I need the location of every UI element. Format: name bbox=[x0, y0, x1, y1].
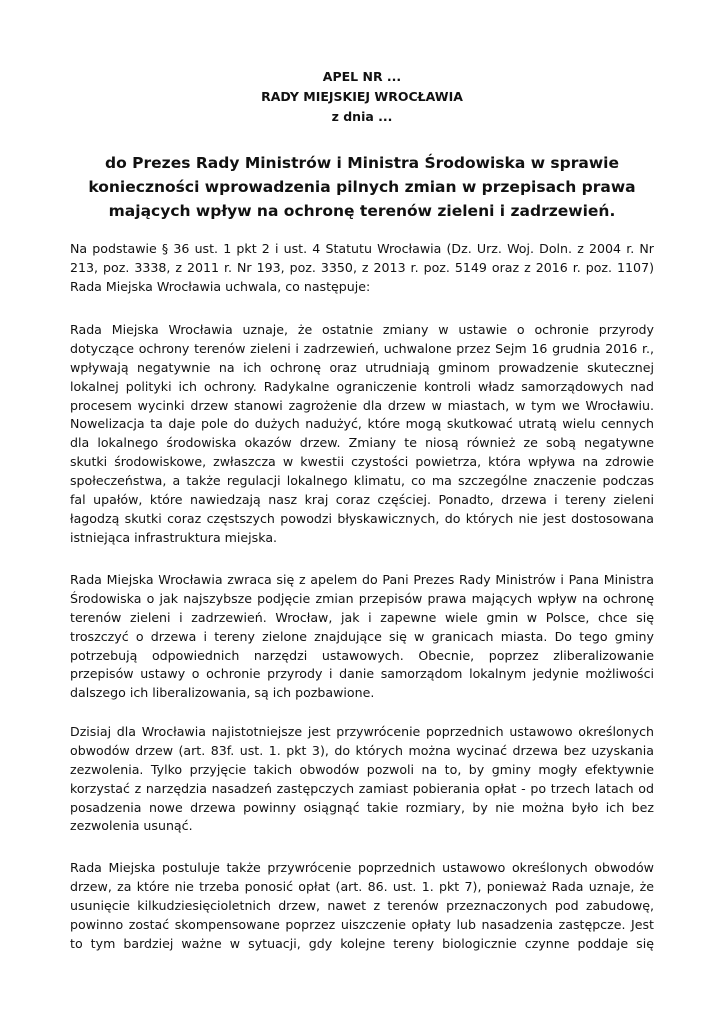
text-line: Dzisiaj dla Wrocławia najistotniejsze jest przywrócenie poprzednich ustawowo określonych bbox=[70, 724, 654, 739]
text-line: usunięcie kilkudziesięcioletnich drzew, nawet z terenów przeznaczonych pod zabudowę, bbox=[70, 897, 654, 913]
text-line: Środowiska o jak najszybsze podjęcie zmian przepisów prawa mających wpływ na ochronę bbox=[70, 590, 654, 606]
paragraph-appeal bbox=[70, 571, 654, 703]
appeal-number: APEL NR ... bbox=[322, 69, 402, 84]
text-line: posadzenia nowe drzewa powinny osiągnąć takie rozmiary, by nie można było ich bez bbox=[70, 799, 654, 815]
paragraph-fees bbox=[70, 859, 654, 953]
text-line: powinno zostać skompensowane poprzez uiszczenie opłaty lub nasadzenia zastępcze. Jest bbox=[70, 916, 654, 932]
text-line: skutki środowiskowe, zwłaszcza w kwestii czystości powietrza, która wpływa na zdrowie bbox=[70, 454, 654, 470]
paragraph-recent-changes bbox=[70, 321, 654, 548]
paragraph-tree-circumference bbox=[70, 723, 654, 836]
text-line: przepisów ustawy o ochronie przyrody i danie samorządom lokalnym jedynie możliwości bbox=[70, 666, 654, 682]
text-line: łagodzą skutki coraz częstszych powodzi błyskawicznych, do których nie jest dostosowana bbox=[70, 510, 654, 526]
text-line: to tym bardziej ważne w sytuacji, gdy kolejne tereny biologicznie czynne poddaje się bbox=[70, 935, 654, 951]
text-line: wpływają negatywnie na ich ochronę oraz utrudniają gminom prowadzenie skutecznej bbox=[70, 359, 654, 375]
text-line: Rada Miejska Wrocławia uchwala, co następuje: bbox=[70, 278, 371, 294]
title-line: mających wpływ na ochronę terenów zieleni i zadrzewień. bbox=[108, 202, 616, 220]
text-line: dalszego ich liberalizowania, są ich pozbawione. bbox=[70, 685, 375, 701]
text-line: Rada Miejska postuluje także przywrócenie poprzednich ustawowo określonych obwodów bbox=[70, 860, 654, 875]
text-line: obwodów drzew (art. 83f. ust. 1. pkt 3), do których można wycinać drzewa bez uzyskania bbox=[70, 742, 654, 758]
document-title bbox=[60, 151, 664, 223]
title-line: konieczności wprowadzenia pilnych zmian w przepisach prawa bbox=[88, 178, 636, 196]
text-line: procesem wycinki drzew stanowi zagrożenie dla drzew w miastach, w tym we Wrocławiu. bbox=[70, 397, 654, 413]
text-line: 213, poz. 3338, z 2011 r. Nr 193, poz. 3350, z 2013 r. poz. 5149 oraz z 2016 r. poz. 1107) bbox=[70, 259, 654, 275]
text-line: dla lokalnego środowiska okazów drzew. Zmiany te niosą również ze sobą negatywne bbox=[70, 435, 654, 451]
text-line: Nowelizacja ta daje pole do dużych nadużyć, które mogą skutkować utratą wielu cennych bbox=[70, 416, 654, 432]
text-line: zezwolenia usunąć. bbox=[70, 818, 193, 834]
text-line: troszczyć o drzewa i tereny zielone znajdujące się w granicach miasta. Do tego gminy bbox=[70, 628, 654, 644]
text-line: dotyczące ochrony terenów zieleni i zadrzewień, uchwalone przez Sejm 16 grudnia 2016 r., bbox=[70, 340, 654, 356]
text-line: społeczeństwa, a także regulacji lokalnego klimatu, co ma szczególne znaczenie podczas bbox=[70, 473, 654, 489]
text-line: lokalnej polityki ich ochrony. Radykalne ograniczenie kontroli władz samorządowych nad bbox=[70, 378, 654, 394]
paragraph-legal-basis bbox=[70, 240, 654, 297]
text-line: Rada Miejska Wrocławia uznaje, że ostatnie zmiany w ustawie o ochronie przyrody bbox=[70, 322, 654, 337]
text-line: zezwolenia. Tylko przyjęcie takich obwodów pozwoli na to, by gminy mogły efektywnie bbox=[70, 761, 654, 777]
title-line: do Prezes Rady Ministrów i Ministra Środowiska w sprawie bbox=[105, 154, 619, 172]
text-line: korzystać z narzędzia nasadzeń zastępczych zamiast pobierania opłat - po trzech latach od bbox=[70, 780, 654, 796]
text-line: potrzebują odpowiednich narzędzi ustawowych. Obecnie, poprzez zliberalizowanie bbox=[70, 647, 654, 663]
council-name: RADY MIEJSKIEJ WROCŁAWIA bbox=[261, 89, 463, 104]
appeal-date: z dnia ... bbox=[331, 109, 393, 124]
text-line: istniejąca infrastruktura miejska. bbox=[70, 529, 278, 545]
text-line: terenów zieleni i zadrzewień. Wrocław, jak i zapewne wiele gmin w Polsce, chce się bbox=[70, 609, 654, 625]
text-line: Rada Miejska Wrocławia zwraca się z apelem do Pani Prezes Rady Ministrów i Pana Ministra bbox=[70, 572, 654, 587]
text-line: drzew, za które nie trzeba ponosić opłat (art. 86. ust. 1. pkt 7), ponieważ Rada uznaje, że bbox=[70, 878, 654, 894]
text-line: Na podstawie § 36 ust. 1 pkt 2 i ust. 4 Statutu Wrocławia (Dz. Urz. Woj. Doln. z 2004 r. Nr bbox=[70, 241, 654, 256]
text-line: fal upałów, które nawiedzają nasz kraj coraz częściej. Ponadto, drzewa i tereny zieleni bbox=[70, 492, 654, 508]
